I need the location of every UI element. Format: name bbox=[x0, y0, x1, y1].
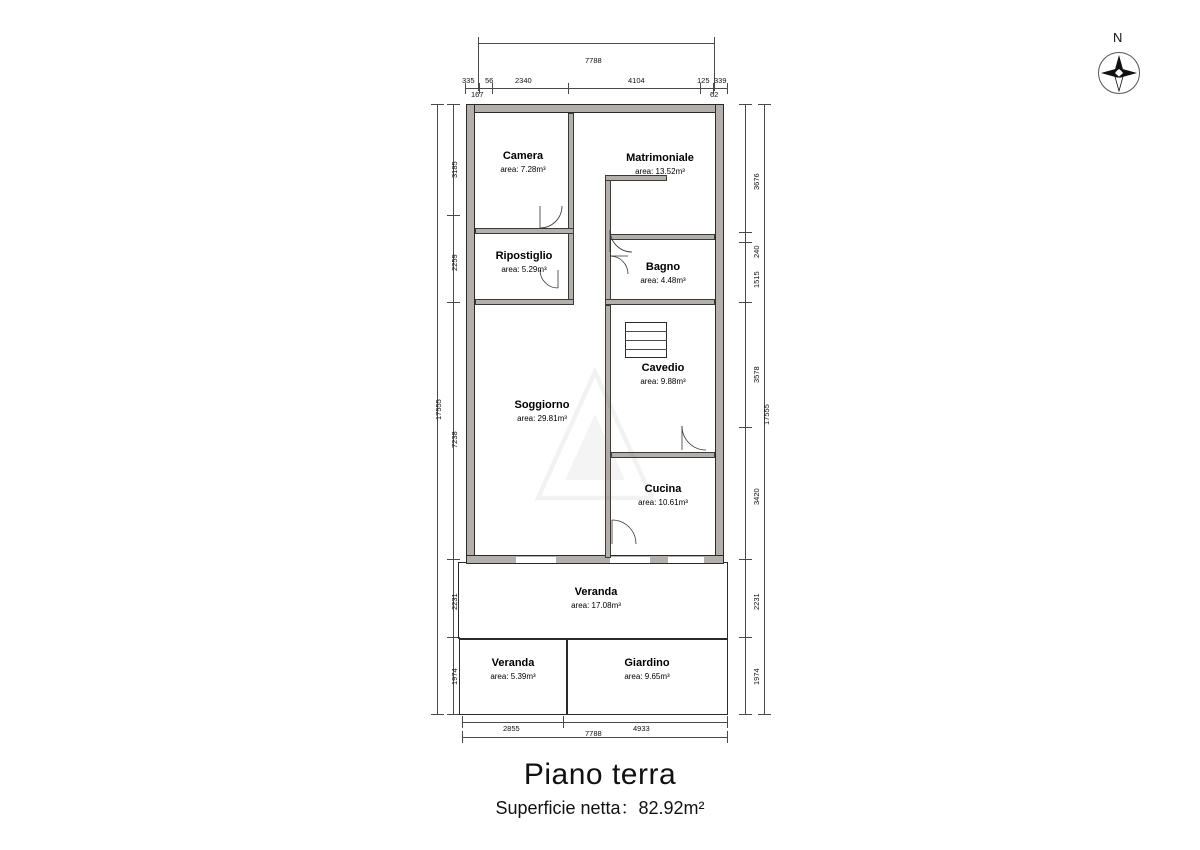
dim-left-seg-2: 2259 bbox=[450, 254, 459, 271]
room-area: area: 5.29m³ bbox=[501, 264, 547, 274]
room-label-veranda-small bbox=[463, 657, 563, 682]
room-label-ripostiglio bbox=[477, 250, 571, 275]
page-title: Piano terra bbox=[523, 758, 677, 791]
room-name: Veranda bbox=[491, 657, 535, 669]
room-name: Matrimoniale bbox=[626, 152, 694, 164]
dim-tick bbox=[431, 104, 444, 105]
dim-line-top-seg bbox=[465, 88, 727, 89]
compass-needle-icon bbox=[1098, 52, 1140, 94]
room-label-bagno bbox=[613, 261, 713, 286]
dim-bottom-seg-1: 2855 bbox=[503, 724, 520, 733]
dim-tick bbox=[739, 714, 752, 715]
dim-right-seg-2: 240 bbox=[752, 245, 761, 258]
dim-line-left-inner bbox=[453, 104, 454, 714]
north-letter: N bbox=[1113, 30, 1123, 45]
dim-tick bbox=[462, 731, 463, 743]
dim-tick bbox=[727, 83, 728, 94]
room-label-camera bbox=[478, 150, 568, 175]
dim-line-right-inner bbox=[745, 104, 746, 714]
dim-left-seg-3: 7238 bbox=[450, 431, 459, 448]
dim-right-seg-4: 3578 bbox=[752, 366, 761, 383]
dim-top-overall: 7788 bbox=[585, 56, 602, 65]
dim-tick bbox=[758, 714, 771, 715]
dim-tick bbox=[462, 716, 463, 728]
dim-bottom-overall: 7788 bbox=[585, 729, 602, 738]
room-area: area: 17.08m³ bbox=[571, 600, 621, 610]
dim-tick bbox=[563, 716, 564, 728]
title-block bbox=[0, 758, 1200, 820]
dim-tick bbox=[758, 104, 771, 105]
room-name: Camera bbox=[502, 150, 544, 162]
dim-right-seg-6: 2231 bbox=[752, 593, 761, 610]
dim-top-seg-6: 339 bbox=[714, 76, 727, 85]
watermark-logo bbox=[520, 360, 670, 510]
dim-tick bbox=[739, 427, 752, 428]
dim-tick bbox=[447, 215, 460, 216]
dim-line-top-overall bbox=[478, 43, 714, 44]
room-area: area: 9.65m³ bbox=[624, 671, 670, 681]
room-area: area: 7.28m³ bbox=[500, 164, 546, 174]
page-subtitle: Superficie netta：82.92m² bbox=[495, 798, 705, 818]
dim-tick bbox=[727, 716, 728, 728]
dim-top-seg-1: 335 bbox=[462, 76, 475, 85]
dim-top-sub-1: 167 bbox=[471, 90, 484, 99]
room-name: Soggiorno bbox=[514, 399, 570, 411]
room-name: Bagno bbox=[645, 261, 681, 273]
dim-right-seg-5: 3420 bbox=[752, 488, 761, 505]
dim-right-outer: 17555 bbox=[762, 404, 771, 425]
room-name: Cucina bbox=[644, 483, 682, 495]
dim-tick bbox=[447, 104, 460, 105]
dim-tick bbox=[727, 731, 728, 743]
room-name: Cavedio bbox=[641, 362, 685, 374]
dim-left-seg-1: 3185 bbox=[450, 161, 459, 178]
room-area: area: 9.88m³ bbox=[640, 376, 686, 386]
room-area: area: 29.81m³ bbox=[517, 413, 567, 423]
dim-left-seg-4: 2231 bbox=[450, 593, 459, 610]
dim-left-seg-5: 1974 bbox=[450, 668, 459, 685]
room-label-matrimoniale bbox=[605, 152, 715, 177]
room-name: Ripostiglio bbox=[495, 250, 553, 262]
dim-left-outer: 17555 bbox=[434, 399, 443, 420]
room-name: Veranda bbox=[574, 586, 618, 598]
dim-tick bbox=[568, 83, 569, 94]
dim-tick bbox=[739, 559, 752, 560]
dim-tick bbox=[431, 714, 444, 715]
dim-top-seg-3: 2340 bbox=[515, 76, 532, 85]
room-area: area: 13.52m³ bbox=[635, 166, 685, 176]
dim-line-bottom-seg bbox=[462, 722, 727, 723]
dim-top-seg-4: 4104 bbox=[628, 76, 645, 85]
dim-right-seg-3: 1515 bbox=[752, 271, 761, 288]
dim-right-seg-7: 1974 bbox=[752, 668, 761, 685]
dim-tick bbox=[739, 637, 752, 638]
room-name: Giardino bbox=[624, 657, 670, 669]
dim-bottom-seg-2: 4933 bbox=[633, 724, 650, 733]
room-area: area: 4.48m³ bbox=[640, 275, 686, 285]
room-label-giardino bbox=[597, 657, 697, 682]
dim-top-seg-2: 56 bbox=[485, 76, 494, 85]
dim-top-seg-5: 125 bbox=[697, 76, 710, 85]
room-area: area: 10.61m³ bbox=[638, 497, 688, 507]
north-arrow bbox=[1085, 30, 1155, 120]
dim-top-sub-2: 62 bbox=[710, 90, 719, 99]
dim-tick bbox=[739, 302, 752, 303]
dim-tick bbox=[447, 302, 460, 303]
dim-tick bbox=[739, 104, 752, 105]
dim-tick bbox=[739, 232, 752, 233]
room-label-veranda-main bbox=[538, 586, 654, 611]
dim-tick bbox=[447, 559, 460, 560]
dim-right-seg-1: 3676 bbox=[752, 173, 761, 190]
dim-tick bbox=[739, 242, 752, 243]
room-area: area: 5.39m³ bbox=[490, 671, 536, 681]
